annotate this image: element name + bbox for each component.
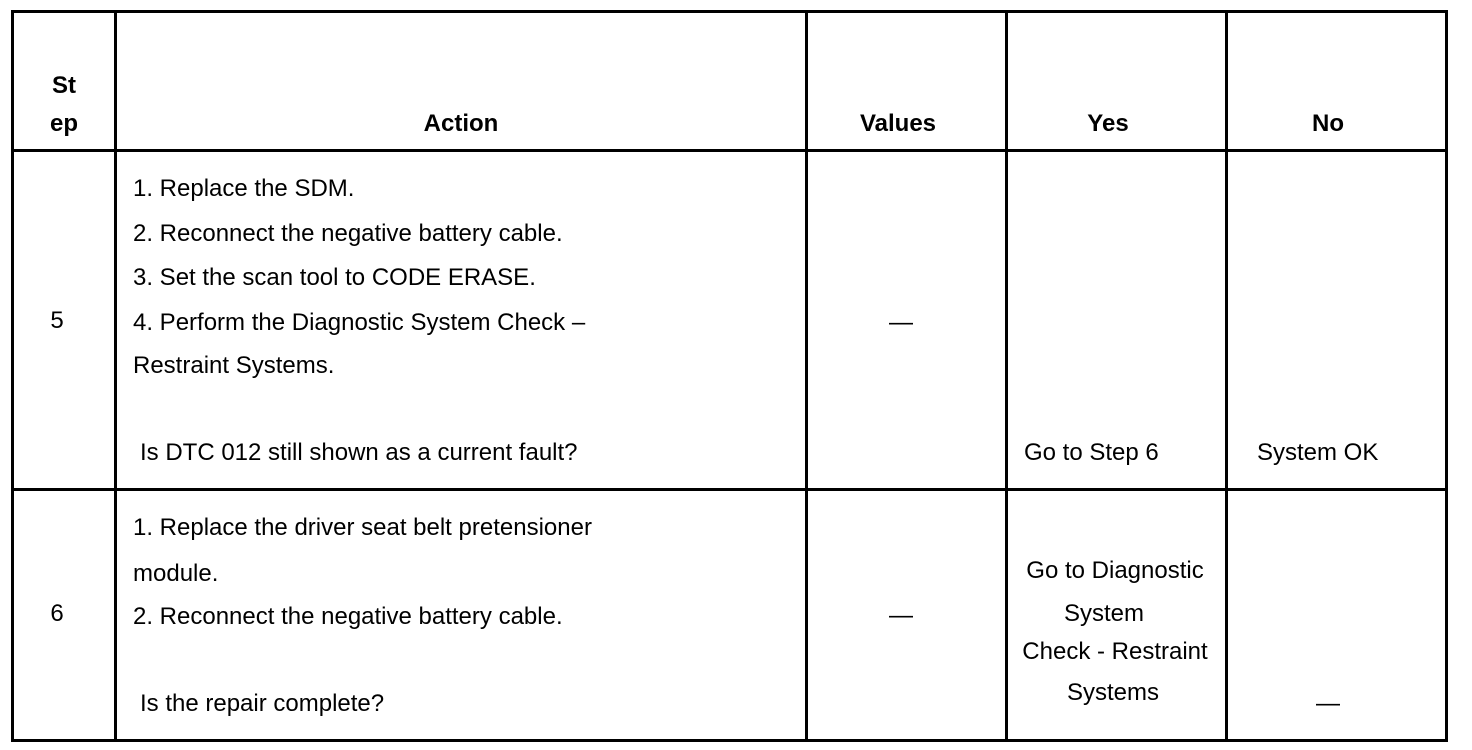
- header-action: Action: [423, 110, 499, 137]
- action-line: 1. Replace the SDM.: [133, 175, 355, 202]
- row-divider: [11, 488, 1448, 491]
- action-line: module.: [133, 560, 219, 587]
- values-cell: —: [889, 309, 913, 336]
- action-line: 2. Reconnect the negative battery cable.: [133, 220, 563, 247]
- action-line: 2. Reconnect the negative battery cable.: [133, 603, 563, 630]
- yes-cell-line: Systems: [1066, 679, 1159, 706]
- header-values: Values: [859, 110, 937, 137]
- table-border-bottom: [11, 739, 1448, 742]
- yes-cell-line: Go to Diagnostic: [1026, 557, 1204, 584]
- yes-cell: Go to Step 6: [1024, 439, 1159, 466]
- action-question: Is DTC 012 still shown as a current fault?: [140, 439, 578, 466]
- no-cell: System OK: [1257, 439, 1379, 466]
- action-line: Restraint Systems.: [133, 352, 335, 379]
- header-no: No: [1312, 110, 1344, 137]
- action-line: 4. Perform the Diagnostic System Check –: [133, 309, 586, 336]
- table-border-top: [11, 10, 1448, 13]
- no-cell: —: [1316, 690, 1340, 717]
- step-number: 6: [50, 600, 64, 627]
- header-step-line1: St: [52, 72, 76, 99]
- yes-cell-line: System: [1063, 600, 1144, 627]
- header-yes: Yes: [1087, 110, 1129, 137]
- header-step-line2: ep: [49, 110, 78, 137]
- step-number: 5: [50, 307, 64, 334]
- action-line: 1. Replace the driver seat belt pretensioner: [133, 514, 592, 541]
- header-row-divider: [11, 149, 1448, 152]
- table-border-right: [1445, 10, 1448, 742]
- action-line: 3. Set the scan tool to CODE ERASE.: [133, 264, 536, 291]
- yes-cell-line: Check - Restraint: [1022, 638, 1208, 665]
- action-question: Is the repair complete?: [140, 690, 385, 717]
- values-cell: —: [889, 602, 913, 629]
